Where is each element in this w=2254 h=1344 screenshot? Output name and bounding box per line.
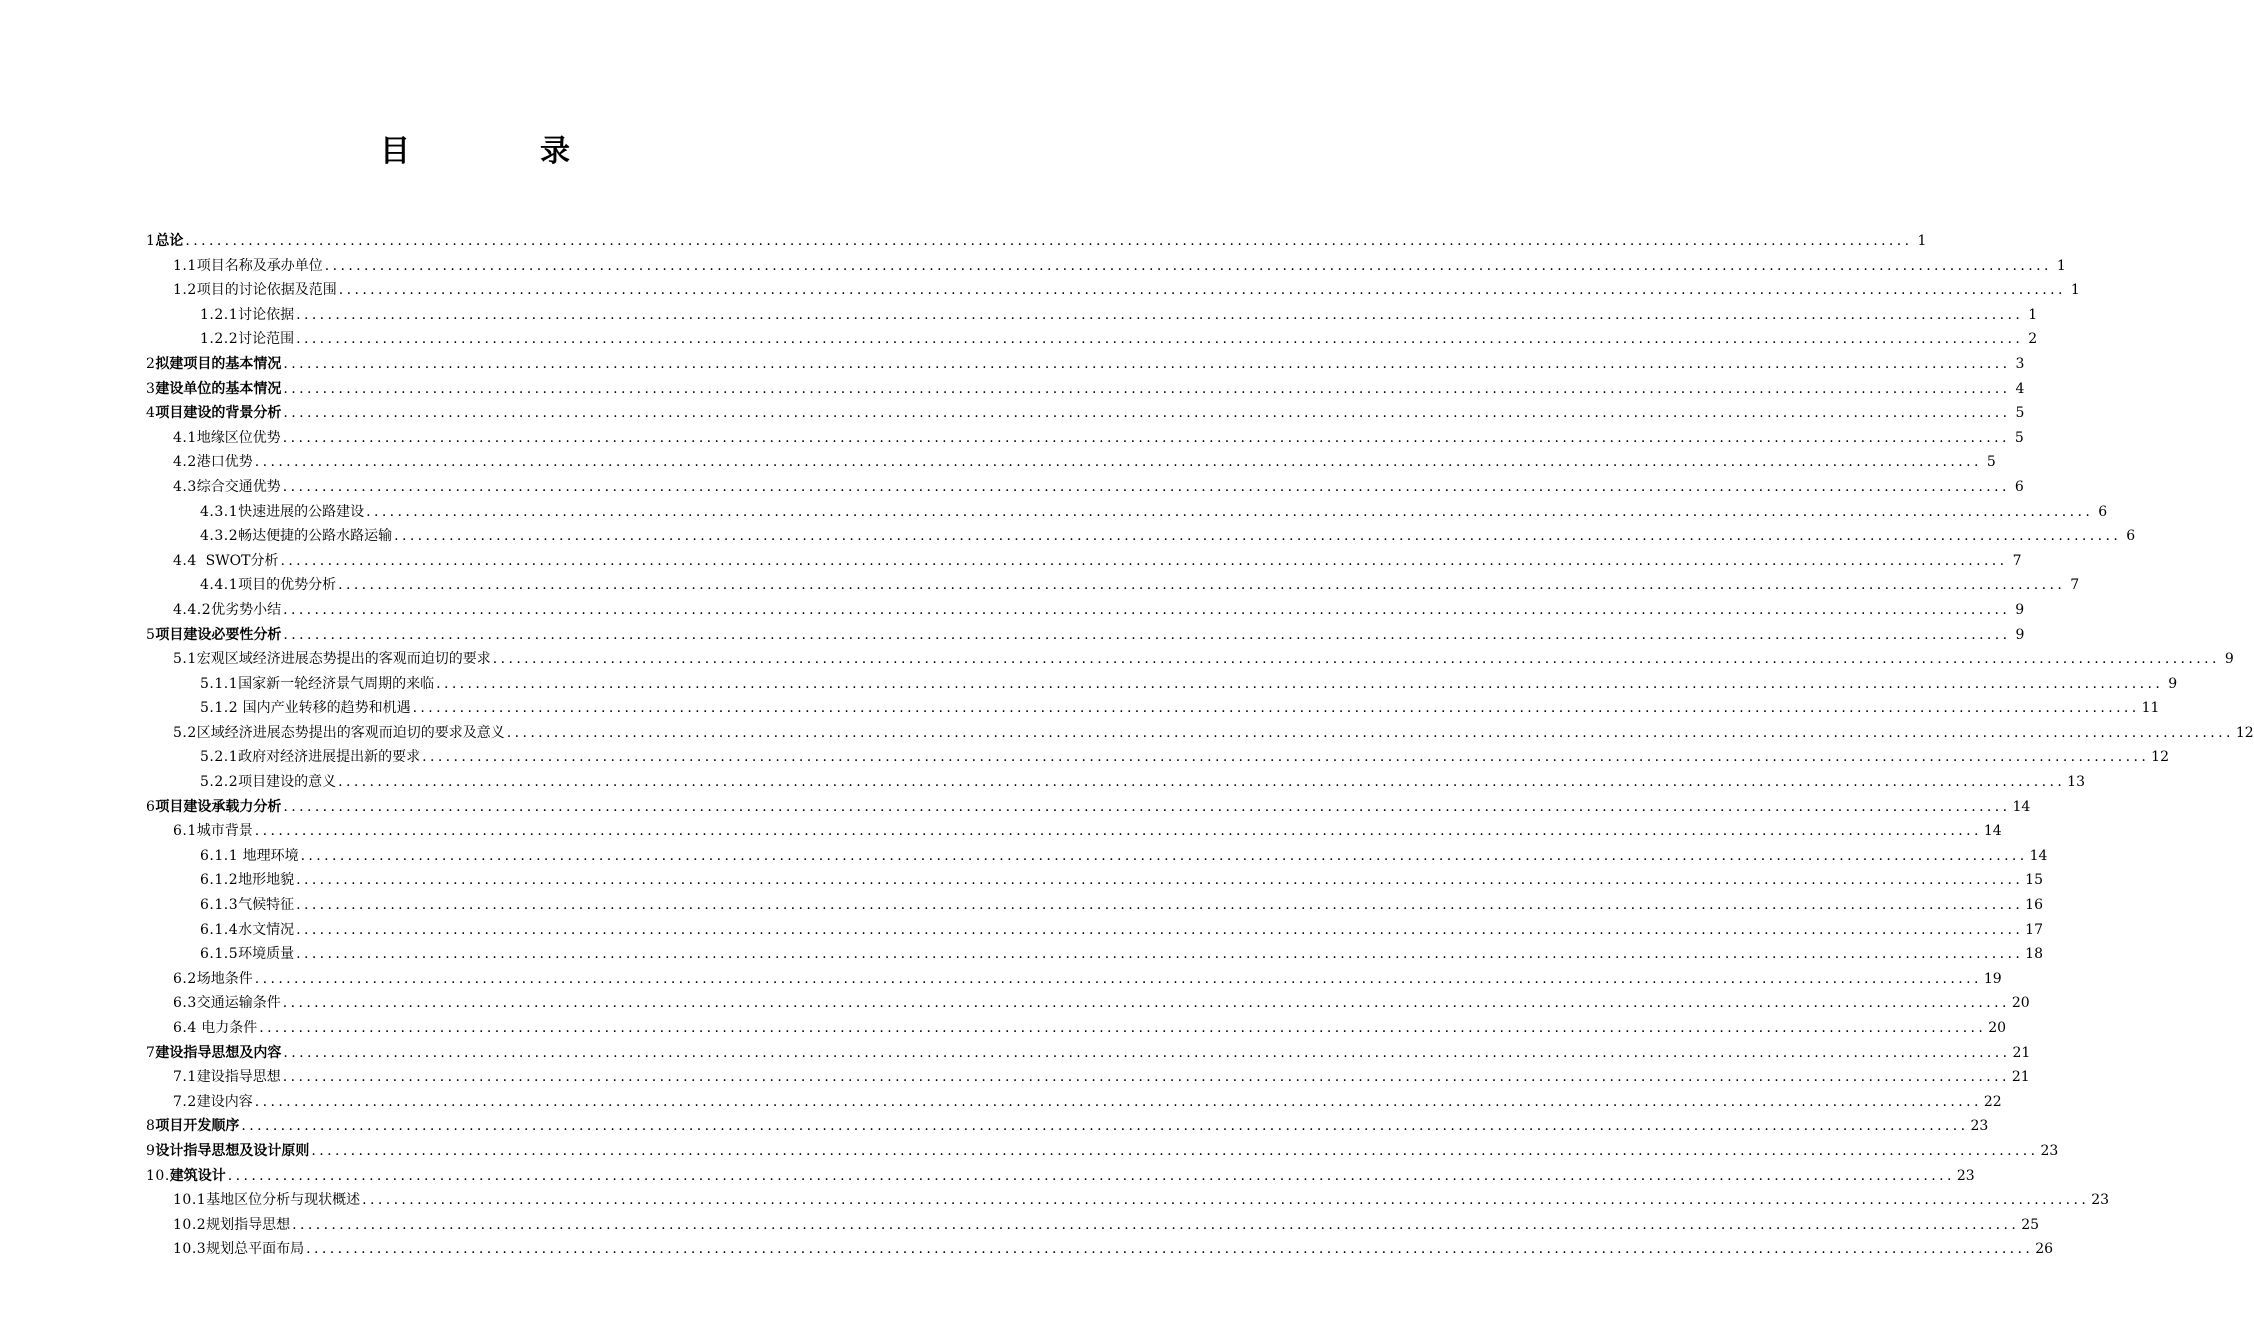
toc-dot-leader: ............................................................................................................................................................................................................................ bbox=[300, 847, 2028, 864]
toc-entry[interactable] bbox=[146, 352, 2025, 377]
toc-entry-page-number: 2 bbox=[2028, 331, 2038, 348]
toc-entry-page-number: 21 bbox=[2011, 1069, 2030, 1086]
toc-entry-number: 6.3 bbox=[173, 995, 197, 1012]
toc-entry-page-number: 23 bbox=[1956, 1167, 1975, 1184]
toc-entry[interactable] bbox=[146, 819, 2002, 844]
toc-dot-leader: ............................................................................................................................................................................................................................ bbox=[282, 995, 2010, 1012]
toc-entry[interactable] bbox=[146, 1016, 2007, 1041]
toc-entry[interactable] bbox=[146, 598, 2025, 623]
toc-entry-number: 6.1 bbox=[173, 823, 197, 840]
toc-entry-page-number: 11 bbox=[2141, 700, 2160, 717]
toc-entry[interactable] bbox=[146, 868, 2043, 893]
toc-dot-leader: ............................................................................................................................................................................................................................ bbox=[227, 1167, 1955, 1184]
toc-dot-leader: ............................................................................................................................................................................................................................ bbox=[254, 1093, 1982, 1110]
toc-entry-number: 8 bbox=[146, 1118, 156, 1135]
toc-entry[interactable] bbox=[146, 327, 2038, 352]
toc-entry[interactable] bbox=[146, 500, 2108, 525]
toc-entry-page-number: 17 bbox=[2025, 921, 2043, 938]
toc-entry[interactable] bbox=[146, 647, 2234, 672]
toc-entry-title: 地形地貌 bbox=[238, 872, 295, 889]
toc-entry-number: 4.3.1 bbox=[200, 503, 239, 520]
toc-entry-page-number: 1 bbox=[2056, 257, 2066, 274]
toc-entry-page-number: 25 bbox=[2021, 1216, 2040, 1233]
toc-dot-leader: ............................................................................................................................................................................................................................ bbox=[306, 1241, 2034, 1258]
toc-entry-number: 5.1.2 bbox=[200, 700, 239, 717]
toc-entry-title: 项目建设承载力分析 bbox=[155, 798, 282, 815]
toc-entry-title: 畅达便捷的公路水路运输 bbox=[238, 528, 393, 545]
toc-entry-title: 建设指导思想 bbox=[196, 1069, 281, 1086]
toc-entry-number: 3 bbox=[146, 380, 156, 397]
toc-entry-title: 规划总平面布局 bbox=[206, 1241, 305, 1258]
toc-entry[interactable] bbox=[146, 549, 2022, 574]
toc-entry-title: 港口优势 bbox=[196, 454, 253, 471]
toc-entry[interactable] bbox=[146, 721, 2254, 746]
toc-entry-page-number: 14 bbox=[2012, 798, 2031, 815]
toc-entry-page-number: 14 bbox=[2029, 847, 2048, 864]
toc-dot-leader: ............................................................................................................................................................................................................................ bbox=[338, 282, 2066, 299]
toc-entry-title: 项目建设必要性分析 bbox=[155, 626, 282, 643]
toc-entry-number: 7 bbox=[146, 1044, 156, 1061]
toc-entry[interactable] bbox=[146, 1065, 2030, 1090]
toc-entry-page-number: 6 bbox=[2098, 503, 2108, 520]
toc-entry-page-number: 3 bbox=[2015, 355, 2025, 372]
toc-entry-number: 10. bbox=[146, 1167, 170, 1184]
toc-entry-number: 6.2 bbox=[173, 970, 197, 987]
toc-entry-number: 9 bbox=[146, 1142, 156, 1159]
toc-entry[interactable] bbox=[146, 229, 1927, 254]
toc-title: 目 录 bbox=[380, 134, 620, 169]
toc-entry-number: 7.1 bbox=[173, 1069, 197, 1086]
toc-dot-leader: ............................................................................................................................................................................................................................ bbox=[292, 1216, 2020, 1233]
toc-entry-title: SWOT分析 bbox=[196, 552, 279, 569]
toc-entry-title: 规划指导思想 bbox=[206, 1216, 291, 1233]
toc-entry-number: 1.2 bbox=[173, 282, 197, 299]
toc-entry-number: 6.1.2 bbox=[200, 872, 239, 889]
toc-entry-title: 项目开发顺序 bbox=[155, 1118, 240, 1135]
toc-entry-title: 项目的优势分析 bbox=[238, 577, 337, 594]
toc-entry-number: 5.2 bbox=[173, 724, 197, 741]
toc-entry-title: 项目的讨论依据及范围 bbox=[196, 282, 337, 299]
toc-entry-page-number: 9 bbox=[2224, 651, 2234, 668]
toc-dot-leader: ............................................................................................................................................................................................................................ bbox=[324, 257, 2052, 274]
toc-entry-page-number: 9 bbox=[2015, 626, 2025, 643]
toc-entry-number: 5.2.1 bbox=[200, 749, 239, 766]
toc-entry-number: 1 bbox=[146, 233, 156, 249]
toc-entry-title: 建设指导思想及内容 bbox=[155, 1044, 282, 1061]
toc-dot-leader: ............................................................................................................................................................................................................................ bbox=[283, 355, 2011, 372]
toc-entry-number: 4.3.2 bbox=[200, 528, 239, 545]
toc-entry-page-number: 23 bbox=[2040, 1142, 2059, 1159]
toc-entry-title: 国家新一轮经济景气周期的来临 bbox=[238, 675, 435, 692]
toc-dot-leader: ............................................................................................................................................................................................................................ bbox=[422, 749, 2150, 766]
toc-entry-title: 讨论范围 bbox=[238, 331, 295, 348]
toc-entry-page-number: 23 bbox=[2091, 1192, 2110, 1209]
toc-entry-title: 设计指导思想及设计原则 bbox=[155, 1142, 310, 1159]
toc-entry-title: 场地条件 bbox=[196, 970, 253, 987]
toc-entry-number: 6.4 bbox=[173, 1020, 197, 1036]
toc-dot-leader: ............................................................................................................................................................................................................................ bbox=[506, 724, 2234, 741]
toc-entry-page-number: 1 bbox=[2070, 282, 2080, 299]
toc-entry-page-number: 5 bbox=[2015, 405, 2025, 422]
toc-entry[interactable] bbox=[146, 795, 2031, 820]
toc-entry-page-number: 12 bbox=[2151, 749, 2169, 766]
toc-entry[interactable] bbox=[146, 426, 2024, 451]
toc-entry[interactable] bbox=[146, 401, 2025, 426]
toc-entry-page-number: 7 bbox=[2070, 577, 2080, 594]
toc-dot-leader: ............................................................................................................................................................................................................................ bbox=[296, 921, 2024, 938]
toc-dot-leader: ............................................................................................................................................................................................................................ bbox=[241, 1118, 1969, 1135]
toc-entry[interactable] bbox=[146, 770, 2085, 795]
toc-dot-leader: ............................................................................................................................................................................................................................ bbox=[254, 454, 1982, 471]
toc-entry-title: 项目建设的意义 bbox=[238, 774, 337, 791]
toc-entry-title: 地缘区位优势 bbox=[196, 429, 281, 446]
toc-entry[interactable] bbox=[146, 893, 2043, 918]
toc-dot-leader: ............................................................................................................................................................................................................................ bbox=[412, 700, 2140, 717]
toc-entry-page-number: 14 bbox=[1983, 823, 2002, 840]
toc-entry-page-number: 9 bbox=[2168, 675, 2178, 692]
toc-entry-title: 项目名称及承办单位 bbox=[196, 257, 323, 274]
toc-entry-page-number: 9 bbox=[2015, 601, 2025, 618]
toc-entry-number: 4.1 bbox=[173, 429, 197, 446]
toc-entry-page-number: 1 bbox=[2028, 306, 2038, 323]
toc-entry-number: 4.4 bbox=[173, 552, 197, 569]
toc-entry[interactable] bbox=[146, 573, 2080, 598]
toc-entry-page-number: 16 bbox=[2025, 897, 2043, 914]
toc-entry-number: 6.1.1 bbox=[200, 847, 239, 864]
toc-dot-leader: ............................................................................................................................................................................................................................ bbox=[338, 774, 2066, 791]
toc-dot-leader: ............................................................................................................................................................................................................................ bbox=[282, 1069, 2010, 1086]
toc-dot-leader: ............................................................................................................................................................................................................................ bbox=[259, 1020, 1987, 1036]
toc-entry-page-number: 22 bbox=[1983, 1093, 2002, 1110]
toc-entry-title: 交通运输条件 bbox=[196, 995, 281, 1012]
toc-entry-page-number: 7 bbox=[2012, 552, 2022, 569]
toc-entry[interactable] bbox=[146, 696, 2160, 721]
toc-dot-leader: ............................................................................................................................................................................................................................ bbox=[254, 970, 1982, 987]
toc-entry-number: 4 bbox=[146, 405, 156, 422]
toc-entry-title: 气候特征 bbox=[238, 897, 295, 914]
toc-dot-leader: ............................................................................................................................................................................................................................ bbox=[311, 1142, 2039, 1159]
toc-entry-number: 4.3 bbox=[173, 478, 197, 495]
toc-entry-page-number: 20 bbox=[1988, 1020, 2007, 1036]
toc-entry-page-number: 5 bbox=[1986, 454, 1996, 471]
toc-entry-number: 7.2 bbox=[173, 1093, 197, 1110]
toc-entry-title: 水文情况 bbox=[238, 921, 295, 938]
toc-entry-number: 10.2 bbox=[173, 1216, 207, 1233]
toc-entry-page-number: 15 bbox=[2025, 872, 2043, 889]
toc-entry-number: 1.2.2 bbox=[200, 331, 239, 348]
toc-entry-page-number: 1 bbox=[1917, 233, 1927, 249]
toc-entry-number: 6.1.3 bbox=[200, 897, 239, 914]
toc-dot-leader: ............................................................................................................................................................................................................................ bbox=[283, 380, 2011, 397]
toc-entry[interactable] bbox=[146, 672, 2178, 697]
toc-entry[interactable] bbox=[146, 377, 2025, 402]
toc-entry[interactable] bbox=[146, 1139, 2059, 1164]
toc-entry-number: 5.2.2 bbox=[200, 774, 239, 791]
toc-dot-leader: ............................................................................................................................................................................................................................ bbox=[282, 478, 2010, 495]
toc-entry[interactable] bbox=[146, 1188, 2110, 1213]
toc-dot-leader: ............................................................................................................................................................................................................................ bbox=[296, 897, 2024, 914]
toc-entry-number: 6.1.5 bbox=[200, 946, 239, 963]
toc-dot-leader: ............................................................................................................................................................................................................................ bbox=[492, 651, 2220, 668]
toc-entry-number: 4.4.1 bbox=[200, 577, 239, 594]
toc-entry[interactable] bbox=[146, 918, 2043, 943]
toc-entry-title: 基地区位分析与现状概述 bbox=[206, 1192, 361, 1209]
toc-entry-title: 建设单位的基本情况 bbox=[155, 380, 282, 397]
toc-entry[interactable] bbox=[146, 1164, 1975, 1189]
toc-entry-number: 10.3 bbox=[173, 1241, 207, 1258]
toc-entry-page-number: 18 bbox=[2025, 946, 2043, 963]
toc-entry[interactable] bbox=[146, 450, 1996, 475]
toc-entry-page-number: 5 bbox=[2014, 429, 2024, 446]
toc-entry-title: 宏观区域经济进展态势提出的客观而迫切的要求 bbox=[196, 651, 491, 668]
toc-dot-leader: ............................................................................................................................................................................................................................ bbox=[296, 331, 2024, 348]
toc-entry-page-number: 13 bbox=[2067, 774, 2085, 791]
toc-dot-leader: ............................................................................................................................................................................................................................ bbox=[283, 405, 2011, 422]
toc-entry-title: 总论 bbox=[155, 233, 184, 249]
toc-entry-page-number: 26 bbox=[2035, 1241, 2054, 1258]
toc-entry[interactable] bbox=[146, 1237, 2054, 1262]
toc-entry[interactable] bbox=[146, 303, 2038, 328]
toc-entry-title: 拟建项目的基本情况 bbox=[155, 355, 282, 372]
toc-list bbox=[146, 229, 2254, 1262]
toc-entry-title: 快速进展的公路建设 bbox=[238, 503, 365, 520]
toc-entry-title: 讨论依据 bbox=[238, 306, 295, 323]
toc-dot-leader: ............................................................................................................................................................................................................................ bbox=[436, 675, 2164, 692]
toc-entry[interactable] bbox=[146, 254, 2066, 279]
toc-dot-leader: ............................................................................................................................................................................................................................ bbox=[283, 626, 2011, 643]
toc-entry[interactable] bbox=[146, 524, 2136, 549]
toc-entry-title: 地理环境 bbox=[238, 847, 299, 864]
toc-entry-number: 10.1 bbox=[173, 1192, 207, 1209]
toc-entry-page-number: 12 bbox=[2235, 724, 2254, 741]
toc-entry-page-number: 21 bbox=[2012, 1044, 2031, 1061]
toc-entry-title: 国内产业转移的趋势和机遇 bbox=[238, 700, 411, 717]
toc-entry[interactable] bbox=[146, 1041, 2031, 1066]
toc-entry-title: 政府对经济进展提出新的要求 bbox=[238, 749, 421, 766]
toc-entry-number: 5.1.1 bbox=[200, 675, 239, 692]
toc-entry-number: 4.2 bbox=[173, 454, 197, 471]
toc-entry[interactable] bbox=[146, 942, 2043, 967]
toc-entry-title: 建设内容 bbox=[196, 1093, 253, 1110]
toc-entry-number: 1.2.1 bbox=[200, 306, 239, 323]
toc-entry-page-number: 4 bbox=[2015, 380, 2025, 397]
toc-dot-leader: ............................................................................................................................................................................................................................ bbox=[283, 798, 2011, 815]
toc-entry-title: 城市背景 bbox=[196, 823, 253, 840]
toc-dot-leader: ............................................................................................................................................................................................................................ bbox=[296, 872, 2024, 889]
toc-entry-number: 5.1 bbox=[173, 651, 197, 668]
toc-entry-title: 电力条件 bbox=[196, 1020, 258, 1036]
toc-entry-number: 6.1.4 bbox=[200, 921, 239, 938]
toc-entry[interactable] bbox=[146, 475, 2024, 500]
toc-dot-leader: ............................................................................................................................................................................................................................ bbox=[296, 946, 2024, 963]
toc-entry[interactable] bbox=[146, 967, 2002, 992]
toc-dot-leader: ............................................................................................................................................................................................................................ bbox=[254, 823, 1982, 840]
toc-entry[interactable] bbox=[146, 278, 2080, 303]
toc-entry-number: 1.1 bbox=[173, 257, 197, 274]
toc-entry-title: 优劣势小结 bbox=[211, 601, 282, 618]
toc-entry-number: 2 bbox=[146, 355, 156, 372]
toc-entry[interactable] bbox=[146, 1213, 2040, 1238]
toc-entry-title: 环境质量 bbox=[238, 946, 295, 963]
toc-entry-title: 项目建设的背景分析 bbox=[155, 405, 282, 422]
toc-dot-leader: ............................................................................................................................................................................................................................ bbox=[283, 1044, 2011, 1061]
toc-dot-leader: ............................................................................................................................................................................................................................ bbox=[280, 552, 2008, 569]
toc-entry[interactable] bbox=[146, 844, 2048, 869]
toc-entry-number: 6 bbox=[146, 798, 156, 815]
toc-entry-page-number: 6 bbox=[2126, 528, 2136, 545]
toc-entry[interactable] bbox=[146, 1114, 1989, 1139]
toc-entry-title: 综合交通优势 bbox=[196, 478, 281, 495]
toc-entry-number: 4.4.2 bbox=[173, 601, 212, 618]
toc-entry[interactable] bbox=[146, 991, 2030, 1016]
toc-entry-page-number: 20 bbox=[2011, 995, 2030, 1012]
toc-dot-leader: ............................................................................................................................................................................................................................ bbox=[366, 503, 2094, 520]
toc-entry-title: 建筑设计 bbox=[169, 1167, 226, 1184]
toc-dot-leader: ............................................................................................................................................................................................................................ bbox=[394, 528, 2122, 545]
toc-dot-leader: ............................................................................................................................................................................................................................ bbox=[185, 233, 1913, 249]
toc-dot-leader: ............................................................................................................................................................................................................................ bbox=[362, 1192, 2090, 1209]
toc-entry-page-number: 23 bbox=[1970, 1118, 1989, 1135]
toc-entry[interactable] bbox=[146, 1090, 2002, 1115]
toc-dot-leader: ............................................................................................................................................................................................................................ bbox=[296, 306, 2024, 323]
toc-entry[interactable] bbox=[146, 745, 2169, 770]
toc-dot-leader: ............................................................................................................................................................................................................................ bbox=[283, 601, 2011, 618]
toc-entry[interactable] bbox=[146, 623, 2025, 648]
toc-entry-number: 5 bbox=[146, 626, 156, 643]
toc-dot-leader: ............................................................................................................................................................................................................................ bbox=[282, 429, 2010, 446]
toc-dot-leader: ............................................................................................................................................................................................................................ bbox=[338, 577, 2066, 594]
toc-entry-page-number: 6 bbox=[2014, 478, 2024, 495]
toc-entry-page-number: 19 bbox=[1983, 970, 2002, 987]
toc-entry-title: 区域经济进展态势提出的客观而迫切的要求及意义 bbox=[196, 724, 505, 741]
